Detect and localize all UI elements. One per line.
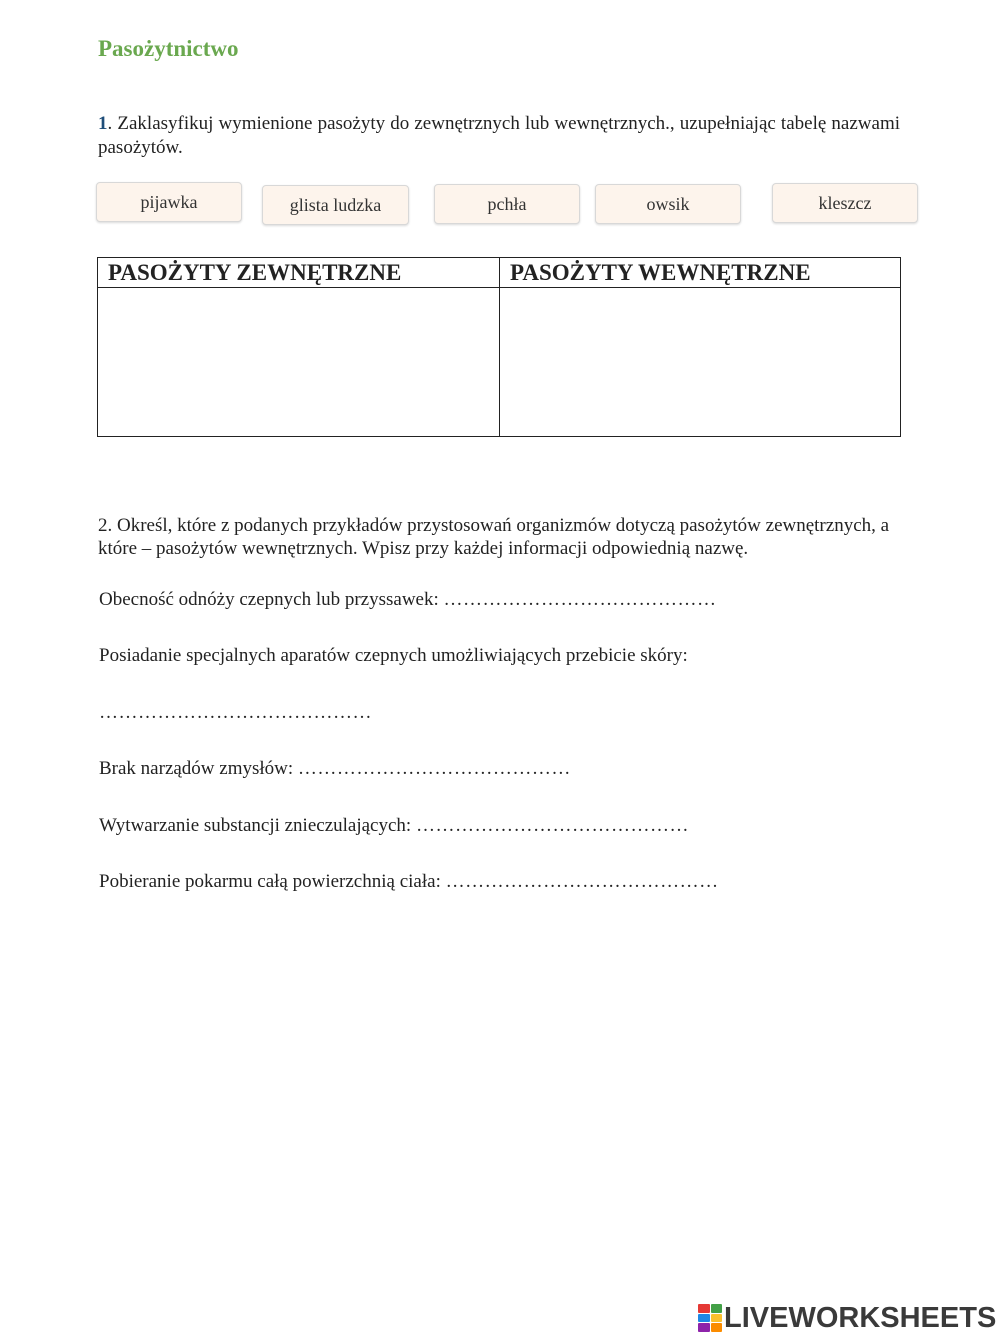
word-chip-pijawka[interactable]: pijawka <box>96 182 242 222</box>
header-internal-parasites: PASOŻYTY WEWNĘTRZNE <box>500 258 901 288</box>
question-1 <box>98 112 900 160</box>
answer-label-4: Wytwarzanie substancji znieczulających: <box>99 815 412 836</box>
answer-line-5 <box>99 871 719 893</box>
answer-line-2 <box>99 645 688 667</box>
word-chip-glista-ludzka[interactable]: glista ludzka <box>262 185 409 225</box>
liveworksheets-logo-text: LIVEWORKSHEETS <box>724 1301 997 1334</box>
answer-label-2: Posiadanie specjalnych aparatów czepnych umożliwiających przebicie skóry: <box>99 645 688 666</box>
answer-blank-3[interactable]: …………………………………… <box>297 758 571 779</box>
liveworksheets-logo-icon <box>698 1304 722 1332</box>
answer-line-3 <box>99 758 571 780</box>
liveworksheets-logo <box>698 1302 996 1334</box>
header-external-parasites: PASOŻYTY ZEWNĘTRZNE <box>98 258 500 288</box>
page-title: Pasożytnictwo <box>98 36 239 61</box>
dropzone-external[interactable] <box>98 288 499 436</box>
answer-label-5: Pobieranie pokarmu całą powierzchnią ciała: <box>99 871 441 892</box>
answer-label-1: Obecność odnóży czepnych lub przyssawek: <box>99 589 439 610</box>
answer-label-3: Brak narządów zmysłów: <box>99 758 294 779</box>
question-1-text: . Zaklasyfikuj wymienione pasożyty do zewnętrznych lub wewnętrznych., uzupełniając tabelę nazwami pasożytów. <box>98 113 900 158</box>
answer-blank-1[interactable]: …………………………………… <box>443 589 717 610</box>
answer-line-2-blank <box>99 702 372 724</box>
question-1-number: 1 <box>98 113 108 134</box>
internal-parasites-cell <box>500 288 901 437</box>
answer-line-1 <box>99 589 717 611</box>
word-chip-pchla[interactable]: pchła <box>434 184 580 224</box>
question-2-text: 2. Określ, które z podanych przykładów przystosowań organizmów dotyczą pasożytów zewnętrznych, a które – pasożytów wewnętrznych. Wpisz przy każdej informacji odpowiednią nazwę. <box>98 515 890 559</box>
answer-line-4 <box>99 815 689 837</box>
dropzone-internal[interactable] <box>500 288 900 436</box>
word-chip-owsik[interactable]: owsik <box>595 184 741 224</box>
answer-blank-4[interactable]: …………………………………… <box>415 815 689 836</box>
word-chip-kleszcz[interactable]: kleszcz <box>772 183 918 223</box>
external-parasites-cell <box>98 288 500 437</box>
classification-table <box>97 257 901 437</box>
answer-blank-2[interactable]: …………………………………… <box>99 702 372 723</box>
answer-blank-5[interactable]: …………………………………… <box>445 871 719 892</box>
